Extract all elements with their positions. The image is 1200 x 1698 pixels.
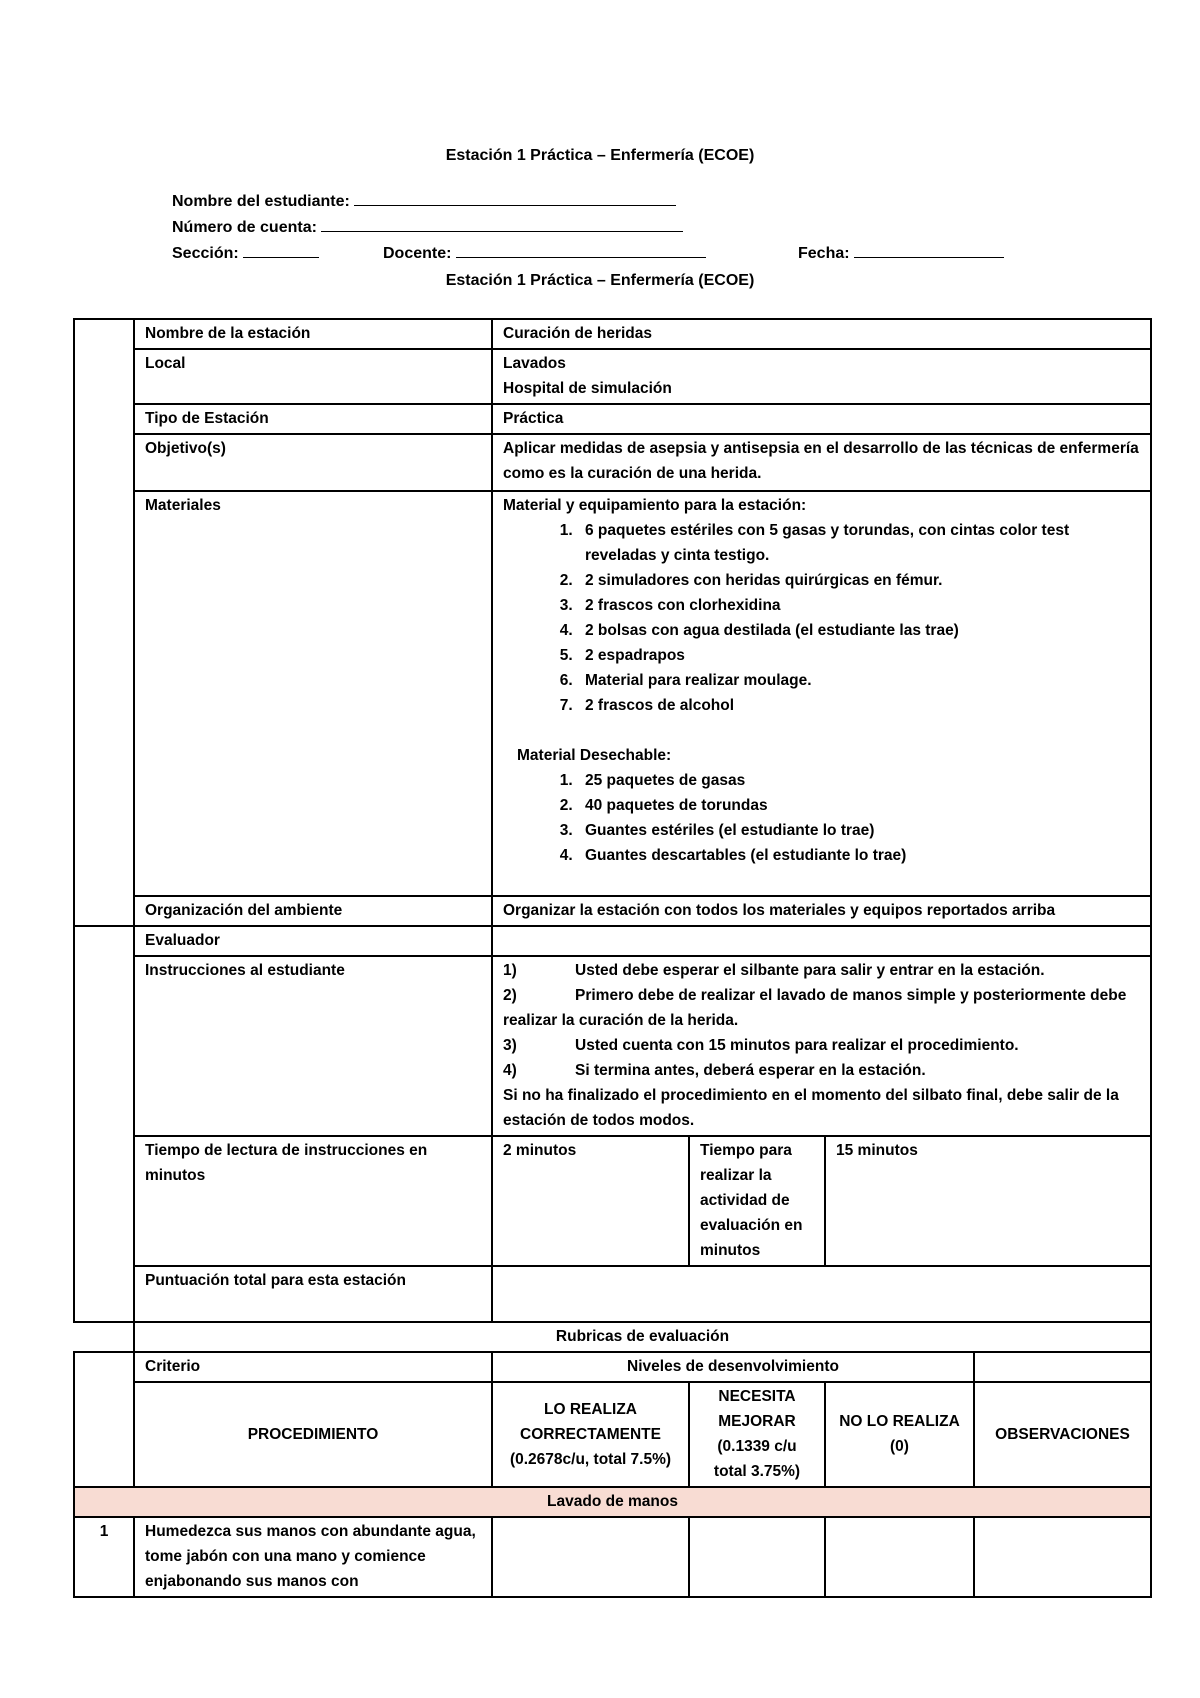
account-number-label: Número de cuenta: [172, 219, 317, 236]
list-item: 1. 6 paquetes estériles con 5 gasas y torundas, con cintas color test reveladas y cinta testigo. [577, 518, 1140, 568]
disposable-list [503, 768, 1140, 868]
instruction-item [503, 983, 1140, 1033]
table-row [74, 1382, 1151, 1487]
reading-time-value: 2 minutos [492, 1136, 689, 1266]
instruction-number: 4) [503, 1062, 517, 1079]
list-item: 4. 2 bolsas con agua destilada (el estudiante las trae) [577, 618, 1140, 643]
list-item: 3. Guantes estériles (el estudiante lo trae) [577, 818, 1140, 843]
observations-cell[interactable] [974, 1517, 1151, 1597]
table-row [74, 404, 1151, 434]
instruction-number: 3) [503, 1037, 517, 1054]
activity-time-label: Tiempo para realizar la actividad de evaluación en minutos [689, 1136, 825, 1266]
column-header-improve: NECESITA MEJORAR (0.1339 c/u total 3.75%) [689, 1382, 825, 1487]
score-cell-not-done[interactable] [825, 1517, 974, 1597]
materials-heading: Material y equipamiento para la estación: [503, 497, 807, 514]
section-label: Sección: [172, 245, 239, 262]
instruction-item [503, 1058, 1140, 1083]
date-line [798, 240, 1004, 265]
list-item: 2. 2 simuladores con heridas quirúrgicas en fémur. [577, 568, 1140, 593]
evaluator-value[interactable] [492, 926, 1151, 956]
blank-cell [974, 1352, 1151, 1382]
table-row [74, 491, 1151, 896]
document-subtitle: Estación 1 Práctica – Enfermería (ECOE) [445, 272, 755, 289]
table-row [74, 1517, 1151, 1597]
date-field[interactable] [854, 240, 1004, 258]
list-item: 4. Guantes descartables (el estudiante lo trae) [577, 843, 1140, 868]
objective-value: Aplicar medidas de asepsia y antisepsia en el desarrollo de las técnicas de enfermería como es la curación de una herida. [492, 434, 1151, 491]
list-item: 2. 40 paquetes de torundas [577, 793, 1140, 818]
instruction-number: 2) [503, 987, 517, 1004]
table-row [74, 1266, 1151, 1322]
environment-label: Organización del ambiente [134, 896, 492, 926]
levels-label: Niveles de desenvolvimiento [492, 1352, 974, 1382]
table-row [74, 349, 1151, 404]
instructions-value [492, 956, 1151, 1136]
local-value [492, 349, 1151, 404]
activity-time-value: 15 minutos [825, 1136, 1151, 1266]
instruction-item [503, 958, 1140, 983]
total-score-label: Puntuación total para esta estación [134, 1266, 492, 1322]
student-name-label: Nombre del estudiante: [172, 193, 350, 210]
list-item: 1. 25 paquetes de gasas [577, 768, 1140, 793]
instruction-text: Usted debe esperar el silbante para salir y entrar en la estación. [575, 962, 1045, 979]
station-table [73, 318, 1152, 1598]
environment-value: Organizar la estación con todos los materiales y equipos reportados arriba [492, 896, 1151, 926]
station-name-label: Nombre de la estación [134, 319, 492, 349]
score-cell-correct[interactable] [492, 1517, 689, 1597]
teacher-line [383, 240, 706, 265]
column-header-correct: LO REALIZA CORRECTAMENTE (0.2678c/u, total 7.5%) [492, 1382, 689, 1487]
instruction-number: 1) [503, 962, 517, 979]
section-line [172, 240, 319, 265]
instruction-item [503, 1033, 1140, 1058]
teacher-field[interactable] [456, 240, 706, 258]
table-row [74, 1322, 1151, 1352]
section-handwash: Lavado de manos [74, 1487, 1151, 1517]
table-row [74, 1352, 1151, 1382]
teacher-label: Docente: [383, 245, 452, 262]
objective-label: Objetivo(s) [134, 434, 492, 491]
list-item: 7. 2 frascos de alcohol [577, 693, 1140, 718]
student-name-line [172, 188, 676, 213]
station-name-value: Curación de heridas [492, 319, 1151, 349]
student-name-field[interactable] [354, 188, 676, 206]
score-cell-improve[interactable] [689, 1517, 825, 1597]
list-item: 6. Material para realizar moulage. [577, 668, 1140, 693]
total-score-value[interactable] [492, 1266, 1151, 1322]
instruction-text: Usted cuenta con 15 minutos para realizar el procedimiento. [575, 1037, 1019, 1054]
date-label: Fecha: [798, 245, 850, 262]
instructions-note: Si no ha finalizado el procedimiento en el momento del silbato final, debe salir de la estación de todos modos. [503, 1087, 1119, 1129]
instruction-text: Si termina antes, deberá esperar en la estación. [575, 1062, 926, 1079]
rubric-title: Rubricas de evaluación [134, 1322, 1151, 1352]
list-item: 3. 2 frascos con clorhexidina [577, 593, 1140, 618]
section-field[interactable] [243, 240, 319, 258]
row-criterion-text: Humedezca sus manos con abundante agua, tome jabón con una mano y comience enjabonando sus manos con [134, 1517, 492, 1597]
column-header-not-done: NO LO REALIZA (0) [825, 1382, 974, 1487]
side-cell [74, 1352, 134, 1487]
list-item: 5. 2 espadrapos [577, 643, 1140, 668]
station-type-label: Tipo de Estación [134, 404, 492, 434]
local-value-line: Lavados [503, 355, 566, 372]
table-row [74, 1136, 1151, 1266]
criterion-label: Criterio [134, 1352, 492, 1382]
table-row [74, 319, 1151, 349]
blank-cell [74, 1322, 134, 1352]
table-row [74, 1487, 1151, 1517]
evaluator-label: Evaluador [134, 926, 492, 956]
account-number-field[interactable] [321, 214, 683, 232]
table-row [74, 434, 1151, 491]
table-row [74, 896, 1151, 926]
account-number-line [172, 214, 683, 239]
materials-list [503, 518, 1140, 718]
reading-time-label: Tiempo de lectura de instrucciones en minutos [134, 1136, 492, 1266]
instruction-text: Primero debe de realizar el lavado de manos simple y posteriormente debe realizar la curación de la herida. [503, 987, 1127, 1029]
procedure-header: PROCEDIMIENTO [134, 1382, 492, 1487]
table-row [74, 926, 1151, 956]
instructions-label: Instrucciones al estudiante [134, 956, 492, 1136]
station-type-value: Práctica [492, 404, 1151, 434]
column-header-observations: OBSERVACIONES [974, 1382, 1151, 1487]
materials-label: Materiales [134, 491, 492, 896]
document-title: Estación 1 Práctica – Enfermería (ECOE) [445, 147, 755, 164]
side-cell [74, 926, 134, 1322]
materials-value [492, 491, 1151, 896]
local-label: Local [134, 349, 492, 404]
local-value-line: Hospital de simulación [503, 380, 672, 397]
table-row [74, 956, 1151, 1136]
disposable-heading: Material Desechable: [517, 747, 672, 764]
row-number: 1 [74, 1517, 134, 1597]
side-cell [74, 319, 134, 926]
